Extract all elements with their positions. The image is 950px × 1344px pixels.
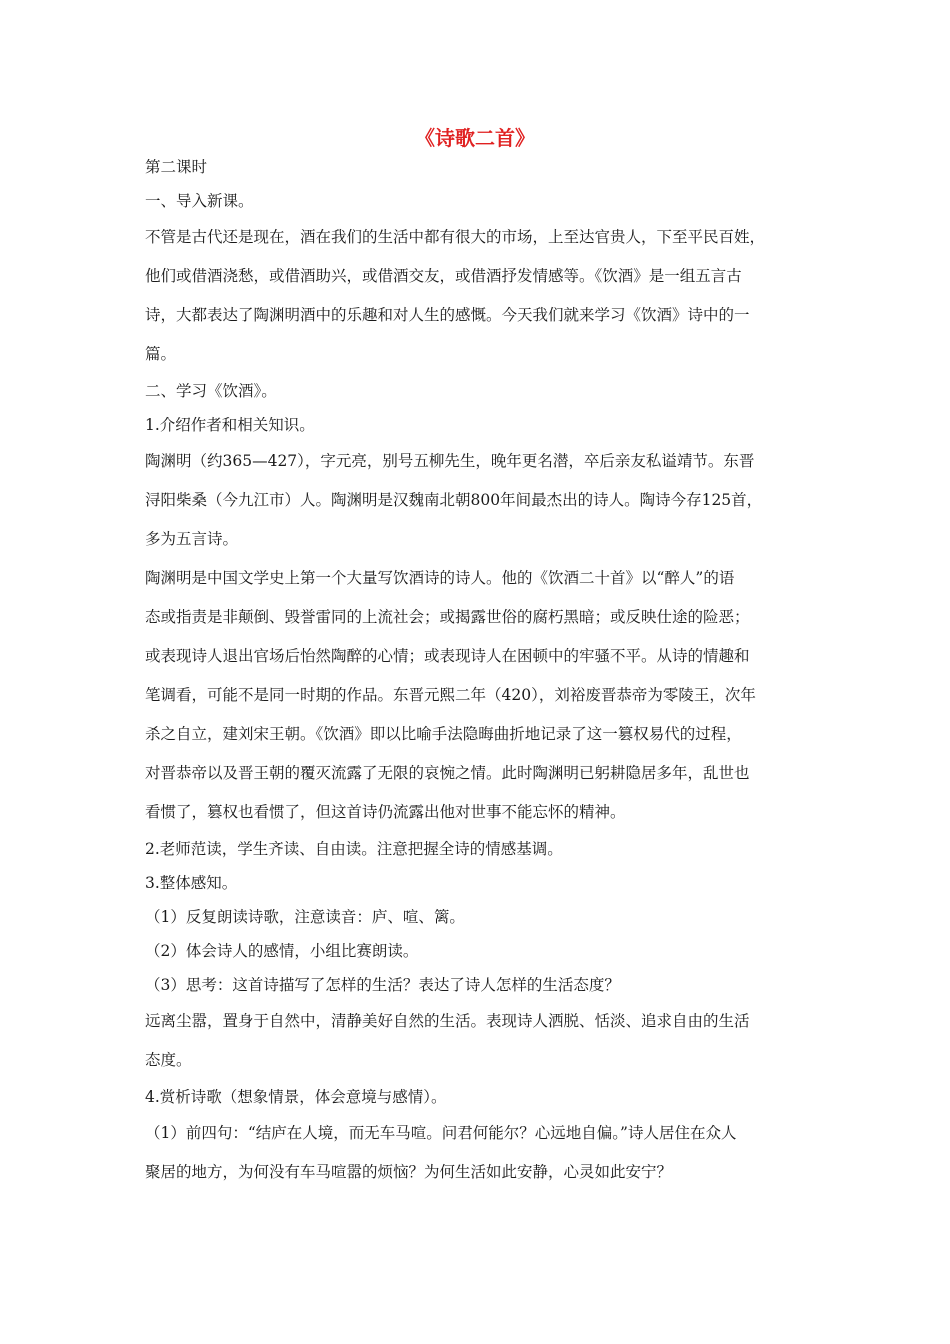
- text-line: 聚居的地方，为何没有车马喧嚣的烦恼？为何生活如此安静，心灵如此安宁？: [145, 1163, 673, 1181]
- text-line: 杀之自立，建刘宋王朝。《饮酒》即以比喻手法隐晦曲折地记录了这一篡权易代的过程，: [145, 725, 742, 743]
- text-line: 陶渊明（约365—427），字元亮，别号五柳先生，晚年更名潜，卒后亲友私谥靖节。东晋: [145, 452, 755, 470]
- text-line: 或表现诗人退出官场后怡然陶醉的心情；或表现诗人在困顿中的牢骚不平。从诗的情趣和: [145, 647, 750, 665]
- text-line: （2）体会诗人的感情，小组比赛朗读。: [145, 942, 419, 960]
- text-line: 远离尘嚣，置身于自然中，清静美好自然的生活。表现诗人洒脱、恬淡、追求自由的生活: [145, 1012, 750, 1030]
- text-line: 一、导入新课。: [145, 192, 254, 210]
- text-line: （3）思考：这首诗描写了怎样的生活？表达了诗人怎样的生活态度？: [145, 976, 620, 994]
- text-line: 态或指责是非颠倒、毁誉雷同的上流社会；或揭露世俗的腐朽黑暗；或反映仕途的险恶；: [145, 608, 750, 626]
- text-line: 2.老师范读，学生齐读、自由读。注意把握全诗的情感基调。: [145, 840, 563, 858]
- text-line: 陶渊明是中国文学史上第一个大量写饮酒诗的诗人。他的《饮酒二十首》以“醉人”的语: [145, 569, 735, 587]
- text-line: 他们或借酒浇愁，或借酒助兴，或借酒交友，或借酒抒发情感等。《饮酒》是一组五言古: [145, 267, 742, 285]
- text-line: 3.整体感知。: [145, 874, 238, 892]
- text-line: 诗，大都表达了陶渊明酒中的乐趣和对人生的感慨。今天我们就来学习《饮酒》诗中的一: [145, 306, 750, 324]
- text-line: 二、学习《饮酒》。: [145, 382, 277, 400]
- text-line: 态度。: [145, 1051, 192, 1069]
- text-line: 多为五言诗。: [145, 530, 239, 548]
- text-line: 对晋恭帝以及晋王朝的覆灭流露了无限的哀惋之情。此时陶渊明已躬耕隐居多年，乱世也: [145, 764, 750, 782]
- text-line: 浔阳柴桑（今九江市）人。陶渊明是汉魏南北朝800年间最杰出的诗人。陶诗今存125首，: [145, 491, 763, 509]
- text-line: 第二课时: [145, 158, 208, 176]
- document-title: 《诗歌二首》: [415, 126, 535, 150]
- text-line: 1.介绍作者和相关知识。: [145, 416, 315, 434]
- text-line: （1）前四句：“结庐在人境，而无车马喧。问君何能尔？心远地自偏。”诗人居住在众人: [145, 1124, 737, 1142]
- text-line: 笔调看，可能不是同一时期的作品。东晋元熙二年（420），刘裕废晋恭帝为零陵王，次年: [145, 686, 756, 704]
- text-line: 不管是古代还是现在，酒在我们的生活中都有很大的市场，上至达官贵人，下至平民百姓，: [145, 228, 766, 246]
- text-line: 4.赏析诗歌（想象情景，体会意境与感情）。: [145, 1088, 447, 1106]
- document-body: [145, 150, 810, 1192]
- text-line: （1）反复朗读诗歌，注意读音：庐、喧、篱。: [145, 908, 465, 926]
- text-line: 篇。: [145, 345, 177, 363]
- text-line: 看惯了，篡权也看惯了，但这首诗仍流露出他对世事不能忘怀的精神。: [145, 803, 626, 821]
